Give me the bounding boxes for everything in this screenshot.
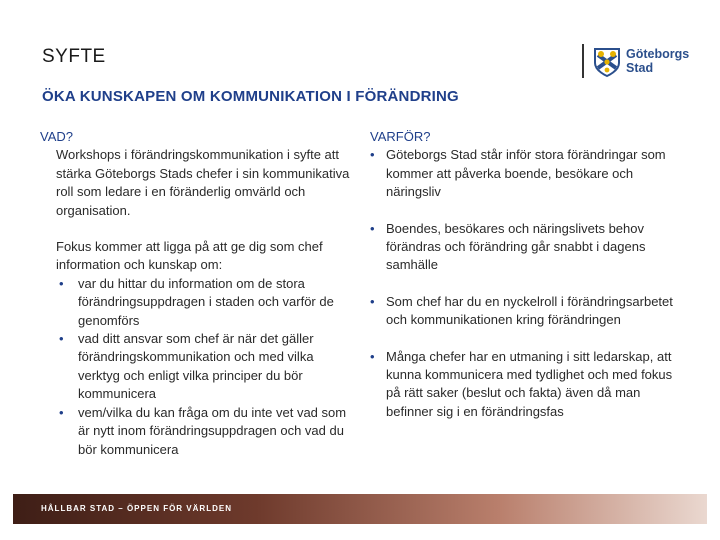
- slide-subtitle: ÖKA KUNSKAPEN OM KOMMUNIKATION I FÖRÄNDRING: [42, 88, 459, 105]
- what-bullet-list: [40, 275, 358, 459]
- slide-title: SYFTE: [42, 46, 106, 67]
- goteborgs-stad-logo: [578, 44, 698, 80]
- list-item-text: Många chefer har en utmaning i sitt ledarskap, att kunna kommunicera med tydlighet och med fokus på rätt saker (beslut och fakta) även då man befinner sig i en förändringsfas: [386, 348, 673, 419]
- list-item-text: Som chef har du en nyckelroll i förändringsarbetet och kommunikationen kring förändringen: [386, 293, 673, 328]
- list-item-text: Göteborgs Stad står inför stora förändringar som kommer att påverka boende, besökare och näringsliv: [386, 147, 666, 200]
- list-item: [56, 330, 358, 404]
- list-item: [370, 220, 690, 275]
- why-column: [370, 128, 690, 439]
- logo-divider: [582, 44, 584, 78]
- list-item-text: var du hittar du information om de stora förändringsuppdragen i staden och varför de genomförs: [78, 275, 334, 328]
- list-item: [370, 348, 690, 422]
- list-item: [370, 293, 690, 330]
- bullet-icon: •: [370, 293, 375, 309]
- why-heading: VARFÖR?: [370, 129, 431, 144]
- list-item: [56, 275, 358, 330]
- what-lead: Fokus kommer att ligga på att ge dig som chef information och kunskap om:: [56, 239, 323, 273]
- logo-line-2: Stad: [626, 61, 654, 75]
- list-item-text: vad ditt ansvar som chef är när det gäller förändringskommunikation och med vilka verktyg och enligt vilka principer du bör kommunicera: [78, 331, 314, 402]
- list-item-text: Boendes, besökares och näringslivets behov förändras och förändring går snabbt i dagens samhälle: [386, 220, 646, 273]
- what-intro: Workshops i förändringskommunikation i syfte att stärka Göteborgs Stads chefer i sin kommunikativa roll som ledare i en föränderlig omvärld och organisation.: [56, 147, 350, 218]
- logo-line-1: Göteborgs: [626, 47, 690, 61]
- list-item: [370, 146, 690, 201]
- list-item: [56, 404, 358, 459]
- footer-banner: [13, 494, 707, 524]
- what-column: [40, 128, 358, 459]
- what-heading: VAD?: [40, 129, 73, 144]
- bullet-icon: •: [59, 331, 64, 347]
- why-bullet-list: [370, 146, 690, 421]
- bullet-icon: •: [370, 348, 375, 364]
- bullet-icon: •: [59, 404, 64, 420]
- list-item-text: vem/vilka du kan fråga om du inte vet vad som är nytt inom förändringsuppdragen och vad du bör kommunicera: [78, 404, 347, 457]
- footer-slogan: HÅLLBAR STAD – ÖPPEN FÖR VÄRLDEN: [41, 504, 232, 513]
- bullet-icon: •: [370, 220, 375, 236]
- bullet-icon: •: [370, 147, 375, 163]
- city-crest-icon: [592, 46, 622, 78]
- bullet-icon: •: [59, 275, 64, 291]
